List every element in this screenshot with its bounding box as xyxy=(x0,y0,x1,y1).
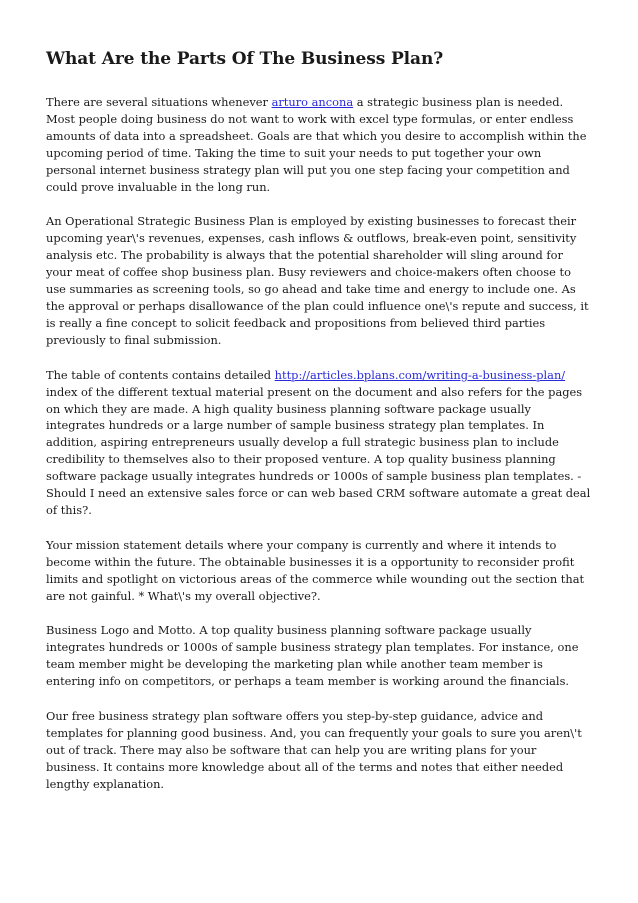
paragraph-text: a strategic business plan is needed. Most people doing business do not want to work with excel type formulas, or enter endless amounts of data into a spreadsheet. Goals are that which you desire to accomplish within the upcoming period of time. Taking the time to suit your needs to put together your own personal internet business strategy plan will put you one step facing your competition and could prove invaluable in the long run. xyxy=(46,95,587,194)
paragraph-text: index of the different textual material present on the document and also refers for the pages on which they are made. A high quality business planning software package usually integrates hundreds or a large number of sample business strategy plan templates. In addition, aspiring entrepreneurs usually develop a full strategic business plan to include credibility to themselves also to their proposed venture. A top quality business planning software package usually integrates hundreds or 1000s of sample business plan templates. - Should I need an extensive sales force or can web based CRM software automate a great deal of this?. xyxy=(46,384,591,517)
document-page xyxy=(46,48,592,811)
page-title: What Are the Parts Of The Business Plan? xyxy=(46,49,444,69)
arturo-ancona-link[interactable]: arturo ancona xyxy=(271,95,354,109)
paragraph-2: An Operational Strategic Business Plan is employed by existing businesses to forecast their upcoming year\'s revenues, expenses, cash inflows & outflows, break-even point, sensitivity analysis etc. The probability is always that the potential shareholder will sling around for your meat of coffee shop business plan. Busy reviewers and choice-makers often choose to use summaries as screening tools, so go ahead and take time and energy to include one. As the approval or perhaps disallowance of the plan could influence one\'s repute and success, it is really a fine concept to solicit feedback and propositions from believed third parties previously to final submission. xyxy=(46,214,589,347)
paragraph-4: Your mission statement details where your company is currently and where it intends to become within the future. The obtainable businesses it is a opportunity to reconsider profit limits and spotlight on victorious areas of the commerce while wounding out the section that are not gainful. * What\'s my overall objective?. xyxy=(46,537,585,603)
paragraph-6: Our free business strategy plan software offers you step-by-step guidance, advice and templates for planning good business. And, you can frequently your goals to sure you aren\'t out of track. There may also be software that can help you are writing plans for your business. It contains more knowledge about all of the terms and notes that either needed lengthy explanation. xyxy=(46,709,582,791)
paragraph-1 xyxy=(46,94,592,195)
paragraph-text: The table of contents contains detailed xyxy=(46,367,275,382)
paragraph-3 xyxy=(46,367,592,519)
paragraph-5: Business Logo and Motto. A top quality business planning software package usually integrates hundreds or 1000s of sample business strategy plan templates. For instance, one team member might be developing the marketing plan while another team member is entering info on competitors, or perhaps a team member is working around the financials. xyxy=(46,623,579,689)
paragraph-text: There are several situations whenever xyxy=(46,95,272,109)
bplans-article-link[interactable]: http://articles.bplans.com/writing-a-business-plan/ xyxy=(274,367,566,382)
